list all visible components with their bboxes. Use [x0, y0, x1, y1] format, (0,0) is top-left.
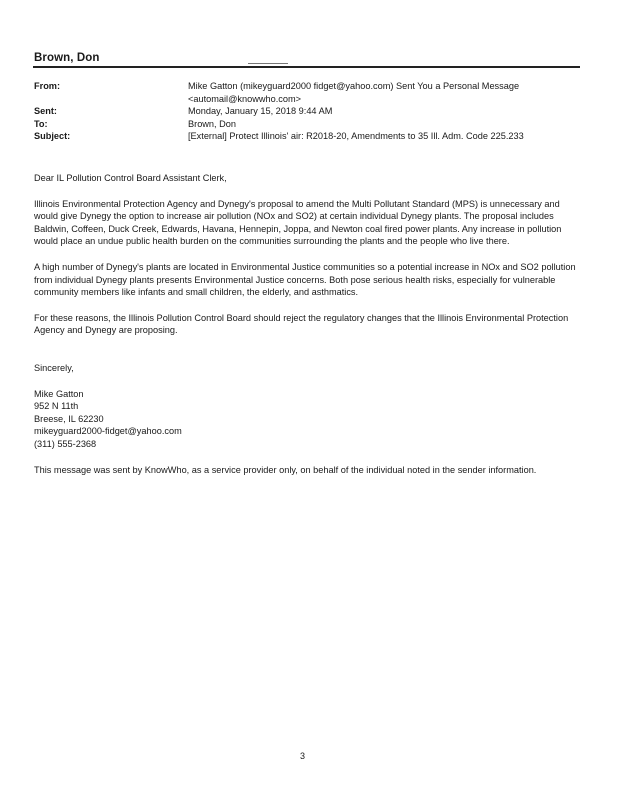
email-body: [34, 172, 584, 476]
signature-city: Breese, IL 62230: [34, 413, 104, 424]
signature-phone: (311) 555-2368: [34, 438, 97, 449]
to-value: Brown, Don: [188, 118, 237, 129]
body-paragraph-2: A high number of Dynegy's plants are located in Environmental Justice communities so a potential increase in NOx and SO2 pollution from individual Dynegy plants presents Environmental Justice concerns. Both pose serious health risks, especially for vulnerable community members like infants and small children, the elderly, and asthmatics.: [34, 261, 576, 298]
signature-email: mikeyguard2000-fidget@yahoo.com: [34, 426, 182, 437]
header-row-subject: [34, 130, 578, 143]
sent-value: Monday, January 15, 2018 9:44 AM: [188, 106, 333, 117]
subject-value: [External] Protect Illinois' air: R2018-20, Amendments to 35 Ill. Adm. Code 225.233: [188, 131, 524, 142]
signature-name: Mike Gatton: [34, 388, 84, 399]
page-number: 3: [300, 751, 306, 761]
body-paragraph-1: Illinois Environmental Protection Agency and Dynegy's proposal to amend the Multi Pollutant Standard (MPS) is unnecessary and would give Dynegy the option to increase air pollution (NOx and SO2) at certain individual Dynegy plants. The proposal includes Baldwin, Coffeen, Duck Creek, Edwards, Havana, Hennepin, Joppa, and Newton coal fired power plants. Any increase in pollution would place an undue public health burden on the communities surrounding the plants and the people who live there.: [34, 198, 562, 247]
mailbox-owner-name: Brown, Don: [34, 52, 100, 64]
from-label: From:: [34, 81, 61, 91]
header-divider: [33, 66, 580, 68]
header-row-to: [34, 118, 578, 131]
subject-label: Subject:: [34, 131, 71, 142]
email-header-table: [34, 80, 578, 143]
header-row-sent: [34, 105, 578, 118]
footer-note: This message was sent by KnowWho, as a service provider only, on behalf of the individual noted in the sender information.: [34, 464, 537, 475]
scan-artifact: [248, 63, 288, 64]
signature-street: 952 N 11th: [34, 401, 79, 412]
to-label: To:: [34, 118, 48, 129]
greeting: Dear IL Pollution Control Board Assistant Clerk,: [34, 173, 227, 183]
header-row-from: [34, 80, 578, 105]
closing: Sincerely,: [34, 362, 74, 373]
sent-label: Sent:: [34, 106, 57, 117]
from-value: Mike Gatton (mikeyguard2000 fidget@yahoo.com) Sent You a Personal Message <automail@knowwho.com>: [188, 81, 520, 104]
body-paragraph-3: For these reasons, the Illinois Pollution Control Board should reject the regulatory changes that the Illinois Environmental Protection Agency and Dynegy are proposing.: [34, 312, 569, 336]
signature-block: [34, 388, 584, 451]
